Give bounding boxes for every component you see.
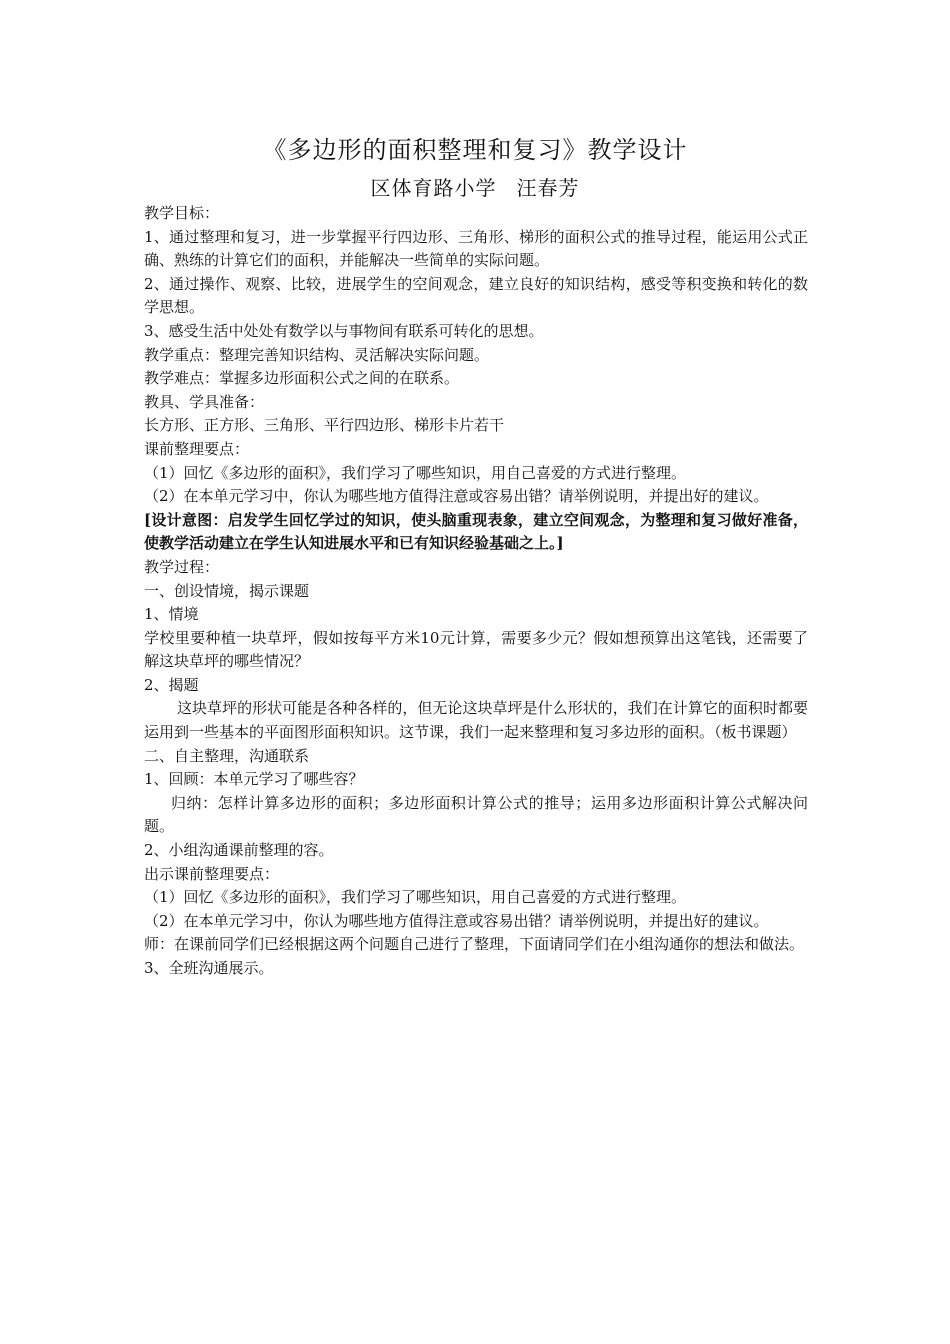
objective-1: 1、通过整理和复习，进一步掌握平行四边形、三角形、梯形的面积公式的推导过程，能运用公式正确、熟练的计算它们的面积，并能解决一些简单的实际问题。 — [144, 227, 808, 270]
topic-reveal-text: 这块草坪的形状可能是各种各样的，但无论这块草坪是什么形状的，我们在计算它的面积时都要运用到一些基本的平面图形面积知识。这节课，我们一起来整理和复习多边形的面积。（板书课题） — [144, 699, 808, 742]
summary-text: 归纳：怎样计算多边形的面积；多边形面积计算公式的推导；运用多边形面积计算公式解决问题。 — [144, 793, 808, 836]
scenario-text: 学校里要种植一块草坪，假如按每平方米10元计算，需要多少元？假如想预算出这笔钱，还需要了解这块草坪的哪些情况？ — [144, 628, 808, 671]
section-1-heading: 一、创设情境，揭示课题 — [144, 581, 310, 600]
section-1-item-1: 1、情境 — [144, 605, 199, 624]
heading-pre-class: 课前整理要点： — [144, 439, 250, 458]
document-byline — [0, 174, 950, 202]
document-title: 《多边形的面积整理和复习》教学设计 — [262, 136, 688, 164]
teacher-instruction: 师：在课前同学们已经根据这两个问题自己进行了整理，下面请同学们在小组沟通你的想法和做法。 — [144, 935, 805, 954]
section-2-item-2: 2、小组沟通课前整理的容。 — [144, 841, 334, 860]
objective-2: 2、通过操作、观察、比较，进展学生的空间观念，建立良好的知识结构，感受等积变换和转化的数学思想。 — [144, 274, 808, 317]
heading-materials: 教具、学具准备： — [144, 392, 265, 411]
section-2-heading: 二、自主整理，沟通联系 — [144, 746, 310, 765]
materials-list: 长方形、正方形、三角形、平行四边形、梯形卡片若干 — [144, 416, 505, 435]
section-1-item-2: 2、揭题 — [144, 675, 199, 694]
show-points-heading: 出示课前整理要点： — [144, 864, 280, 883]
author-name: 汪春芳 — [516, 176, 580, 200]
heading-objectives: 教学目标： — [144, 204, 220, 222]
document-body — [144, 202, 808, 981]
section-2-item-3: 3、全班沟通展示。 — [144, 959, 274, 977]
objective-3: 3、感受生活中处处有数学以与事物间有联系可转化的思想。 — [144, 321, 544, 340]
pre-class-point-2: （2）在本单元学习中，你认为哪些地方值得注意或容易出错？请举例说明，并提出好的建议。 — [144, 487, 769, 506]
school-name: 区体育路小学 — [370, 176, 497, 200]
pre-class-point-1: （1）回忆《多边形的面积》，我们学习了哪些知识，用自己喜爱的方式进行整理。 — [144, 463, 687, 482]
key-point: 教学重点：整理完善知识结构、灵活解决实际问题。 — [144, 345, 490, 364]
design-intent: [设计意图：启发学生回忆学过的知识，使头脑重现表象，建立空间观念，为整理和复习做好准备，使教学活动建立在学生认知进展水平和已有知识经验基础之上。] — [144, 510, 808, 553]
section-2-item-1: 1、回顾：本单元学习了哪些容？ — [144, 770, 364, 789]
show-point-2: （2）在本单元学习中，你认为哪些地方值得注意或容易出错？请举例说明，并提出好的建议。 — [144, 911, 769, 930]
difficult-point: 教学难点：掌握多边形面积公式之间的在联系。 — [144, 369, 460, 388]
heading-process: 教学过程： — [144, 557, 220, 576]
show-point-1: （1）回忆《多边形的面积》，我们学习了哪些知识，用自己喜爱的方式进行整理。 — [144, 888, 687, 907]
